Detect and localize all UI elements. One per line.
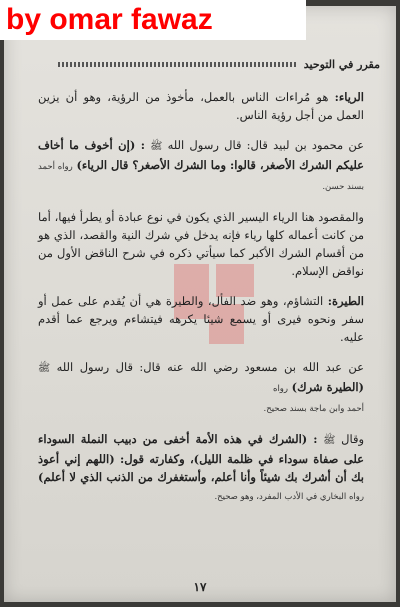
hadith-quote: : (الشرك في هذه الأمة أخفى من دبيب النملة السوداء على صفاة سوداء في ظلمة الليل)، وكفارته قول: (اللهم إني أعوذ بك أن أشرك بك شيئاً وأنا أعلم، وأستغفرك من الذنب الذي لا أعلم) [38,432,364,484]
hadith-source: أحمد وابن ماجة بسند صحيح. [263,404,364,414]
book-page [4,6,396,602]
paragraph-hadith-masood [38,358,364,418]
header-title: مقرر في التوحيد [303,57,380,71]
hadith-intro: عن محمود بن لبيد قال: قال رسول الله [167,138,365,152]
page-body [38,88,364,518]
tiyarah-definition: التشاؤم، وهو ضد الفأل، والطيرة هي أن يُقدم على عمل أو سفر ونحوه فيرى أو يسمع شيئا يكرهه فيتشاءم ويرجع عما أقدم عليه. [38,294,364,344]
paragraph-hadith-mahmoud [38,136,364,196]
term-tiyarah: الطيرة: [327,294,364,308]
hadith-intro: عن عبد الله بن مسعود رضي الله عنه قال: قال رسول الله [56,360,365,374]
paragraph-hidden-shirk [38,430,364,506]
explanation-text: والمقصود هنا الرياء اليسير الذي يكون في نوع عبادة أو يطرأ فيها، أما من كانت أعماله كلها رياء فإنه يدخل في شرك النية والقصد، الذي هو من أقسام الشرك الأكبر كما سيأتي ذكره في شرح الناقض الأول من نواقض الإسلام. [38,210,364,278]
author-watermark: by omar fawaz [0,0,306,40]
hadith-source: رواه أحمد بسند حسن. [38,162,364,192]
hadith-quote: : (إن أخوف ما أخاف عليكم الشرك الأصغر، قالوا: وما الشرك الأصغر؟ قال الرياء) [38,138,365,172]
hadith-quote: (الطيرة شرك) [291,380,364,394]
term-riya: الرياء: [334,90,364,104]
honorific-glyph: ﷺ [38,363,51,374]
hadith-source-inline: رواه [272,384,289,394]
honorific-glyph: ﷺ [150,141,163,152]
paragraph-tiyarah [38,292,364,346]
paragraph-riya [38,88,364,124]
honorific-glyph: ﷺ [323,435,336,446]
riya-definition: هو مُراءات الناس بالعمل، مأخوذ من الرؤية، وهو أن يزين العمل من أجل رؤية الناس. [38,90,364,122]
running-header [58,55,380,73]
paragraph-explanation [38,208,364,280]
header-rule [58,62,298,67]
hadith-intro: وقال [341,432,365,446]
hadith-source: رواه البخاري في الأدب المفرد، وهو صحيح. [214,492,364,502]
page-number: ١٧ [193,580,207,594]
